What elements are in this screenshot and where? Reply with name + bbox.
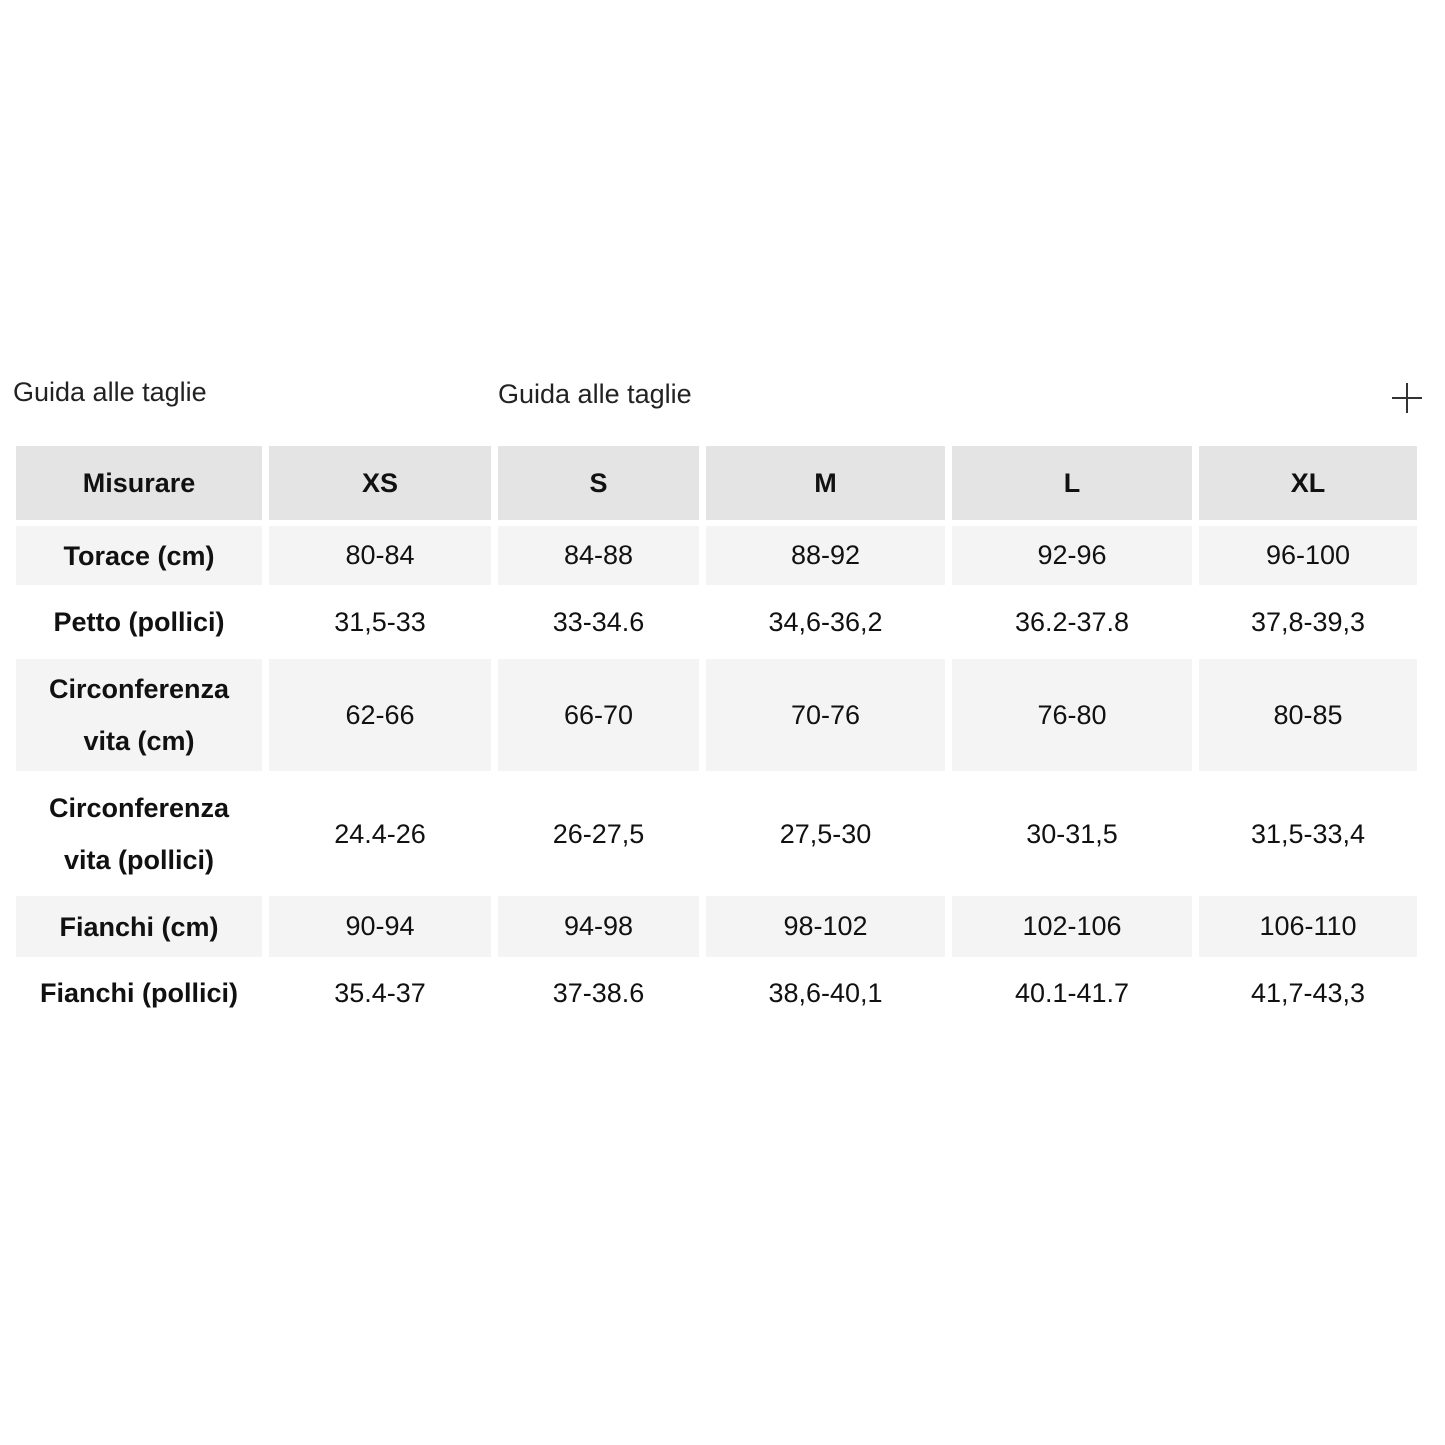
row-label: Circonferenza vita (pollici) <box>48 793 230 875</box>
table-cell: 30-31,5 <box>1026 818 1118 849</box>
table-cell: 24.4-26 <box>334 818 426 849</box>
table-cell: 98-102 <box>706 896 945 957</box>
table-cell: 84-88 <box>498 526 699 585</box>
table-cell: 66-70 <box>498 659 699 771</box>
row-label: Circonferenza vita (cm) <box>16 659 262 771</box>
table-cell: 26-27,5 <box>552 818 645 849</box>
table-cell: 38,6-40,1 <box>768 977 883 1008</box>
table-cell: 76-80 <box>952 659 1192 771</box>
size-guide-title-left: Guida alle taglie <box>13 377 207 407</box>
table-cell: 31,5-33 <box>334 606 426 637</box>
table-cell: 96-100 <box>1199 526 1417 585</box>
size-guide-title-right: Guida alle taglie <box>498 379 692 409</box>
table-cell: 31,5-33,4 <box>1250 818 1366 849</box>
table-cell: 37-38.6 <box>552 977 645 1008</box>
row-label: Fianchi (cm) <box>16 896 262 957</box>
table-cell: 34,6-36,2 <box>768 606 883 637</box>
table-cell: 35.4-37 <box>334 977 426 1008</box>
table-header-cell: S <box>498 446 699 520</box>
table-cell: 106-110 <box>1199 896 1417 957</box>
table-cell: 70-76 <box>706 659 945 771</box>
table-header-cell: M <box>706 446 945 520</box>
table-cell: 62-66 <box>269 659 491 771</box>
table-cell: 90-94 <box>269 896 491 957</box>
table-cell: 92-96 <box>952 526 1192 585</box>
table-cell: 102-106 <box>952 896 1192 957</box>
table-cell: 40.1-41.7 <box>1014 977 1130 1008</box>
table-cell: 94-98 <box>498 896 699 957</box>
table-cell: 37,8-39,3 <box>1250 606 1366 637</box>
row-label: Petto (pollici) <box>53 607 225 637</box>
table-cell: 88-92 <box>706 526 945 585</box>
plus-icon[interactable] <box>1390 381 1424 415</box>
table-cell: 27,5-30 <box>779 818 872 849</box>
table-header-cell: L <box>952 446 1192 520</box>
row-label: Fianchi (pollici) <box>39 978 238 1008</box>
table-cell: 36.2-37.8 <box>1014 606 1130 637</box>
table-header-cell: XL <box>1199 446 1417 520</box>
table-header-cell: Misurare <box>16 446 262 520</box>
table-cell: 80-84 <box>269 526 491 585</box>
row-label: Torace (cm) <box>16 526 262 585</box>
table-header-cell: XS <box>269 446 491 520</box>
table-cell: 33-34.6 <box>552 606 645 637</box>
table-cell: 80-85 <box>1199 659 1417 771</box>
table-cell: 41,7-43,3 <box>1250 977 1366 1008</box>
